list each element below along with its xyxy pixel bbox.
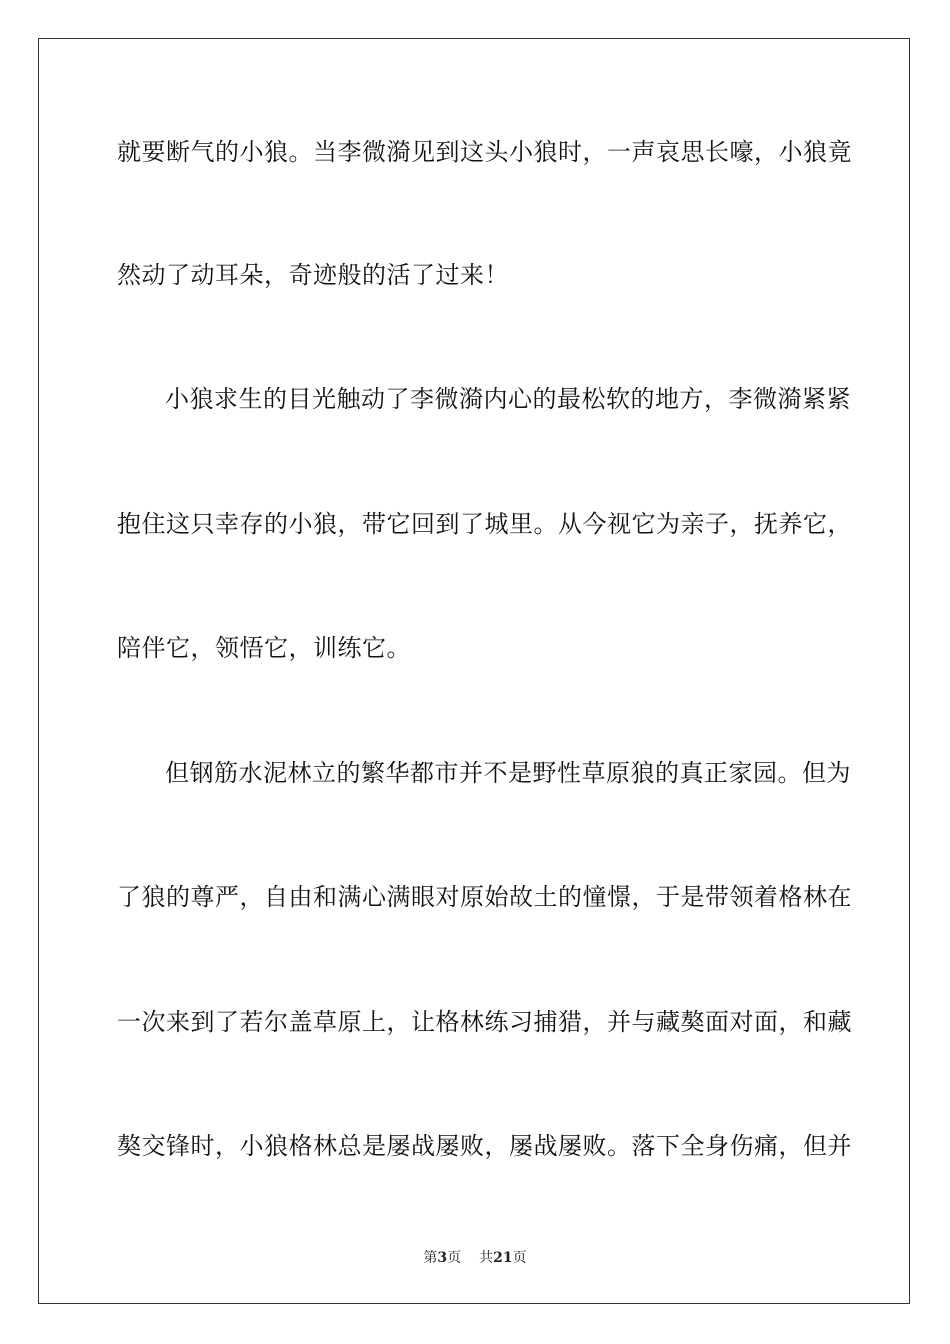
total-prefix: 共: [479, 1250, 494, 1266]
page-footer: [0, 1247, 950, 1267]
text-line-3: 小狼求生的目光触动了李微漪内心的最松软的地方，李微漪紧紧: [165, 385, 851, 413]
text-line-4: 抱住这只幸存的小狼，带它回到了城里。从今视它为亲子，抚养它，: [117, 510, 852, 538]
text-line-5: 陪伴它，领悟它，训练它。: [117, 634, 411, 662]
page-prefix: 第: [423, 1250, 438, 1266]
page-current: 3: [437, 1250, 448, 1266]
total-suffix: 页: [512, 1250, 527, 1266]
page-border: [38, 38, 910, 1304]
text-line-2: 然动了动耳朵，奇迹般的活了过来！: [117, 261, 509, 289]
page-total: 21: [493, 1250, 513, 1266]
text-line-6: 但钢筋水泥林立的繁华都市并不是野性草原狼的真正家园。但为: [165, 759, 851, 787]
text-line-7: 了狼的尊严，自由和满心满眼对原始故土的憧憬，于是带领着格林在: [117, 883, 852, 911]
text-line-1: 就要断气的小狼。当李微漪见到这头小狼时，一声哀思长嚎，小狼竟: [117, 138, 852, 166]
page-suffix: 页: [447, 1250, 462, 1266]
text-line-9: 獒交锋时，小狼格林总是屡战屡败，屡战屡败。落下全身伤痛，但并: [117, 1132, 852, 1160]
text-line-8: 一次来到了若尔盖草原上，让格林练习捕猎，并与藏獒面对面，和藏: [117, 1008, 852, 1036]
